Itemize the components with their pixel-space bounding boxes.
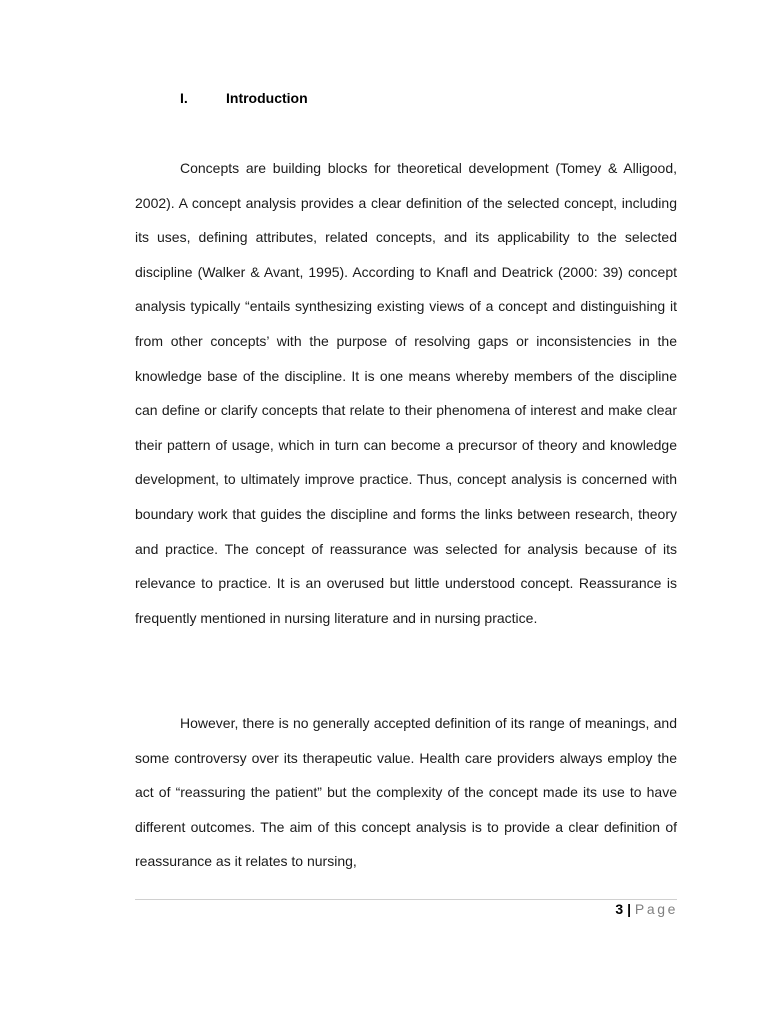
page-number: 3 [615, 901, 624, 917]
page-footer [615, 901, 678, 917]
section-title: Introduction [226, 90, 308, 106]
footer-divider [135, 899, 677, 900]
body-paragraph-1: Concepts are building blocks for theoretical development (Tomey & Alligood, 2002). A concept analysis provides a clear definition of the selected concept, including its uses, defining attributes, related concepts, and its applicability to the selected discipline (Walker & Avant, 1995). According to Knafl and Deatrick (2000: 39) concept analysis typically “entails synthesizing existing views of a concept and distinguishing it from other concepts’ with the purpose of resolving gaps or inconsistencies in the knowledge base of the discipline. It is one means whereby members of the discipline can define or clarify concepts that relate to their phenomena of interest and make clear their pattern of usage, which in turn can become a precursor of theory and knowledge development, to ultimately improve practice. Thus, concept analysis is concerned with boundary work that guides the discipline and forms the links between research, theory and practice. The concept of reassurance was selected for analysis because of its relevance to practice. It is an overused but little understood concept. Reassurance is frequently mentioned in nursing literature and in nursing practice. [135, 160, 677, 626]
footer-separator: | [627, 901, 631, 917]
section-number: I. [180, 90, 188, 106]
section-heading [180, 90, 308, 106]
page-label: Page [634, 901, 678, 917]
body-paragraph-2: However, there is no generally accepted definition of its range of meanings, and some controversy over its therapeutic value. Health care providers always employ the act of “reassuring the patient” but the complexity of the concept made its use to have different outcomes. The aim of this concept analysis is to provide a clear definition of reassurance as it relates to nursing, [135, 715, 677, 870]
